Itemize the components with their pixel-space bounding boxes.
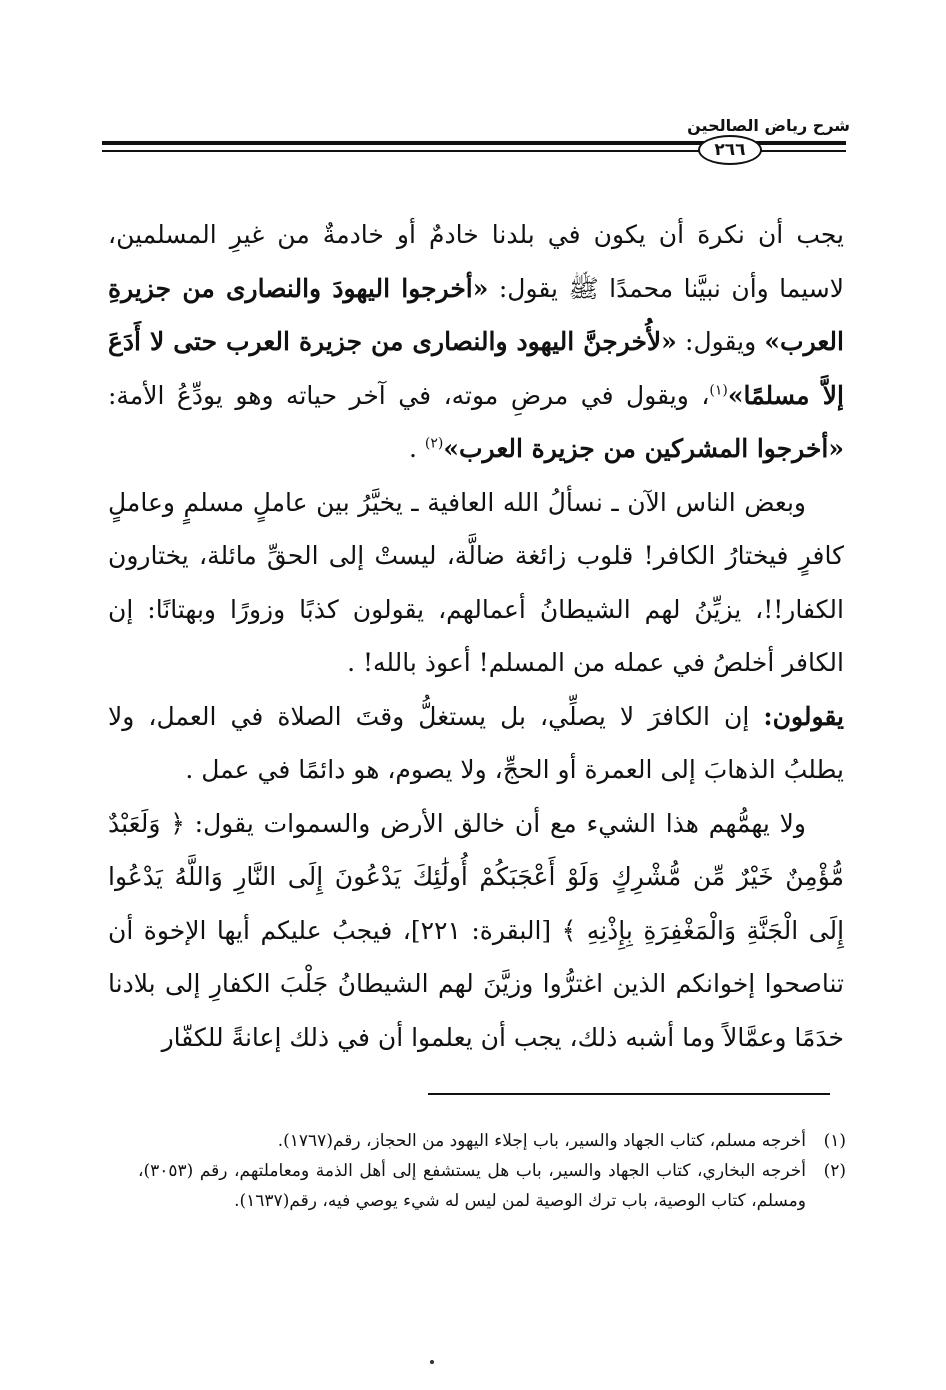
- hadith-quote-2: «لأُخرجنَّ اليهود والنصارى من جزيرة العرب حتى لا أَدَعَ إلاَّ مسلمًا»: [108, 327, 844, 410]
- hadith-quote-3: «أخرجوا المشركين من جزيرة العرب»: [443, 434, 844, 463]
- hadith-quote-1: «أخرجوا اليهودَ والنصارى من جزيرةِ العرب»: [108, 273, 844, 356]
- footnote-1: [138, 1126, 846, 1156]
- verse-reference: [البقرة: ٢٢١]: [410, 915, 562, 945]
- footnote-ref-2: (٢): [424, 435, 444, 452]
- p3-text: إن الكافرَ لا يصلِّي، بل يستغلُّ وقتَ الصلاة في العمل، ولا يطلبُ الذهابَ إلى العمرة أو الحجِّ، ولا يصوم، هو دائمًا في عمل .: [108, 701, 844, 784]
- running-title: شرح رياض الصالحين: [687, 116, 850, 135]
- p1-text-3: ، ويقول في مرضِ موته، في آخر حياته وهو يودِّعُ الأمة:: [108, 380, 710, 410]
- footnote-separator: [428, 1093, 830, 1095]
- paragraph-1: [108, 208, 844, 476]
- footnote-ref-1: (١): [709, 382, 728, 399]
- p4-text-2: ، فيجبُ عليكم أيها الإخوة أن تناصحوا إخوانكم الذين اغترُّوا وزيَّنَ لهم الشيطانُ جَلْبَ الكفارِ إلى بلادنا خدَمًا وعمَّالاً وما أشبه ذلك، يجب أن يعلموا أن في ذلك إعانةً للكفّار: [108, 915, 844, 1052]
- footnotes: [138, 1126, 846, 1216]
- p1-text-2: ويقول:: [676, 327, 765, 356]
- paragraph-3: [108, 690, 844, 797]
- p1-text-4: .: [408, 434, 425, 463]
- page-mark: [430, 1360, 434, 1364]
- p3-lead: يقولون:: [763, 701, 844, 731]
- footnote-number: (١): [823, 1131, 846, 1151]
- footnote-text: أخرجه مسلم، كتاب الجهاد والسير، باب إجلاء اليهود من الحجاز، رقم(١٧٦٧).: [277, 1131, 806, 1151]
- paragraph-2: وبعض الناس الآن ـ نسألُ الله العافية ـ يخيَّرُ بين عاملٍ مسلمٍ وعاملٍ كافرٍ فيختارُ الكافر! قلوب زائغة ضالَّة، ليستْ إلى الحقِّ مائلة، يختارون الكفار!!، يزيِّنُ لهم الشيطانُ أعمالهم، يقولون كذبًا وزورًا وبهتانًا: إن الكافر أخلصُ في عمله من المسلم! أعوذ بالله! .: [108, 487, 844, 677]
- page-number: ٢٦٦: [698, 135, 762, 165]
- main-text: [108, 208, 844, 1064]
- footnote-text: أخرجه البخاري، كتاب الجهاد والسير، باب هل يستشفع إلى أهل الذمة ومعاملتهم، رقم (٣٠٥٣)، ومسلم، كتاب الوصية، باب ترك الوصية لمن ليس له شيء يوصي فيه، رقم(١٦٣٧).: [138, 1161, 806, 1211]
- paragraph-4: [108, 797, 844, 1065]
- quran-verse: ﴿ وَلَعَبْدٌ مُّؤْمِنٌ خَيْرٌ مِّن مُّشْرِكٍ وَلَوْ أَعْجَبَكُمْ أُولَٰئِكَ يَدْعُونَ إِلَى النَّارِ وَاللَّهُ يَدْعُوا إِلَى الْجَنَّةِ وَالْمَغْفِرَةِ بِإِذْنِهِ ﴾: [108, 808, 845, 945]
- p4-text-1: ولا يهمُّهم هذا الشيء مع أن خالق الأرض والسموات يقول:: [184, 808, 806, 838]
- footnote-number: (٢): [823, 1161, 846, 1181]
- footnote-2: [138, 1156, 846, 1216]
- p1-text-1: يجب أن نكرهَ أن يكون في بلدنا خادمٌ أو خادمةٌ من غيرِ المسلمين، لاسيما وأن نبيَّنا محمدًا ﷺ يقول:: [108, 220, 845, 303]
